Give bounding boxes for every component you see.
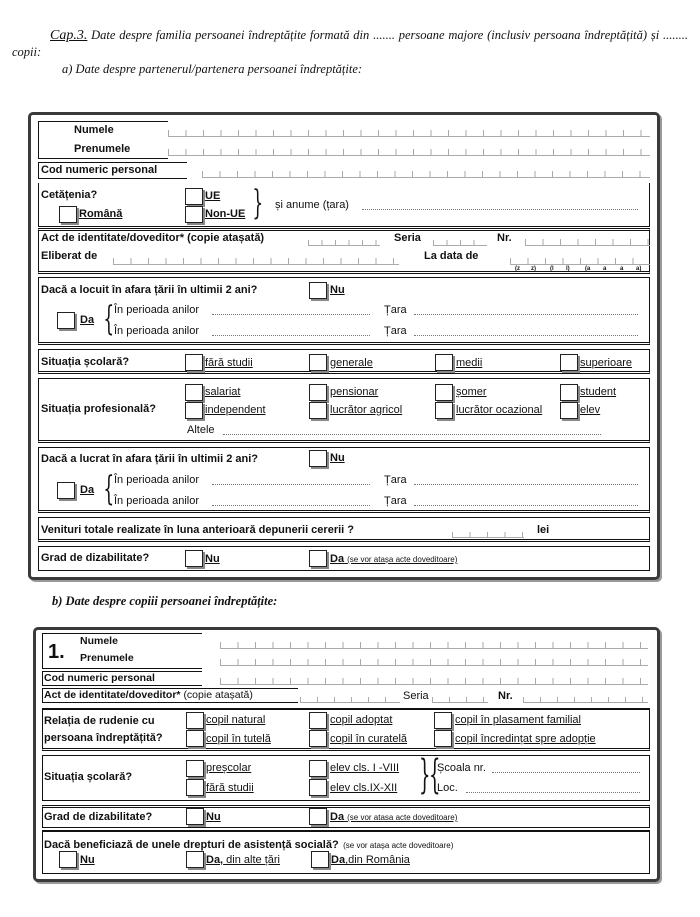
child-loc-label: Loc. — [437, 782, 458, 794]
child-edu-primary-label: elev cls. I -VIII — [330, 762, 400, 774]
partner-income-label: Venituri totale realizate în luna anterioară depunerii cererii ? — [41, 524, 354, 536]
partner-worked-country-1-label: Țara — [384, 474, 407, 486]
child-assist-romania-label — [331, 854, 410, 866]
date-format-day-1: (z — [515, 266, 520, 272]
child-rel-plasament-checkbox[interactable] — [434, 712, 452, 729]
child-assist-abroad-da: Da, — [206, 854, 224, 866]
partner-job-agricol-label: lucrător agricol — [330, 404, 403, 416]
partner-education-medium-checkbox[interactable] — [435, 354, 453, 371]
partner-disability-da-note: (se vor atașa acte doveditoare) — [347, 555, 458, 564]
partner-la-data-label: La data de — [424, 250, 479, 262]
partner-prenumele-label: Prenumele — [74, 143, 131, 155]
partner-worked-country-1-input[interactable] — [414, 475, 638, 485]
partner-id-label: Act de identitate/doveditor* (copie atașată) — [41, 232, 265, 244]
child-social-assistance-note: (se vor atașa acte doveditoare) — [343, 841, 454, 850]
partner-country-label: și anume (țara) — [275, 199, 349, 211]
partner-disability-nu-label: Nu — [205, 553, 220, 565]
partner-disability-label: Grad de dizabilitate? — [41, 552, 150, 564]
partner-worked-period-1-label: În perioada anilor — [114, 474, 200, 486]
partner-education-label: Situația școlară? — [41, 356, 130, 368]
child-edu-prescolar-label: preșcolar — [206, 762, 252, 774]
child-disability-label: Grad de dizabilitate? — [44, 811, 153, 823]
child-prenumele-label: Prenumele — [80, 652, 134, 664]
child-id-label-note: (copie atașată) — [183, 689, 253, 701]
date-format-year-3: a — [620, 266, 624, 272]
partner-education-medium-label: medii — [456, 357, 483, 369]
child-rel-adoptie-label: copil încredințat spre adopție — [455, 733, 596, 745]
partner-nr-input[interactable] — [525, 237, 650, 246]
chapter-intro — [12, 27, 688, 60]
partner-worked-abroad-nu-label: Nu — [330, 452, 345, 464]
chapter-number: Cap.3. — [50, 28, 88, 43]
partner-worked-period-2-label: În perioada anilor — [114, 495, 200, 507]
child-disability-nu-label: Nu — [206, 811, 221, 823]
partner-job-student-checkbox[interactable] — [560, 384, 578, 401]
partner-citizenship-romana-checkbox[interactable] — [59, 206, 77, 223]
partner-job-elev-checkbox[interactable] — [560, 402, 578, 419]
partner-lived-country-1-input[interactable] — [414, 305, 638, 315]
partner-citizenship-romana-label: Română — [79, 208, 123, 220]
child-rel-plasament-label: copil în plasament familial — [455, 714, 581, 726]
partner-job-ocazional-checkbox[interactable] — [435, 402, 453, 419]
partner-worked-period-2-input[interactable] — [212, 496, 370, 506]
child-rel-curatela-checkbox[interactable] — [309, 730, 327, 747]
worked-abroad-brace-icon: { — [103, 469, 115, 509]
date-format-year-4: a) — [636, 266, 642, 272]
partner-job-other-input[interactable] — [223, 425, 601, 435]
citizenship-brace-icon: } — [252, 183, 264, 223]
child-edu-none-label: fără studii — [206, 782, 254, 794]
partner-lived-period-1-input[interactable] — [212, 305, 370, 315]
partner-lived-period-2-label: În perioada anilor — [114, 325, 200, 337]
partner-job-student-label: student — [580, 386, 617, 398]
education-brace-open-icon: { — [428, 752, 441, 798]
partner-job-salariat-label: salariat — [205, 386, 241, 398]
partner-numele-label: Numele — [74, 124, 114, 136]
partner-citizenship-nonue-label: Non-UE — [205, 208, 246, 220]
partner-lived-abroad-da-label: Da — [80, 314, 95, 326]
partner-disability-da-text: Da — [330, 553, 345, 565]
date-format-year-1: (a — [585, 266, 591, 272]
partner-job-somer-label: șomer — [456, 386, 487, 398]
child-education-label: Situația școlară? — [44, 771, 133, 783]
lived-abroad-brace-icon: { — [103, 299, 115, 339]
partner-citizenship-ue-label: UE — [205, 190, 221, 202]
child-disability-da-checkbox[interactable] — [309, 808, 327, 825]
partner-citizenship-ue-checkbox[interactable] — [185, 188, 203, 205]
partner-prenumele-input[interactable] — [168, 147, 650, 156]
child-disability-nu-checkbox[interactable] — [186, 808, 204, 825]
partner-cnp-input[interactable] — [202, 169, 650, 178]
partner-education-general-checkbox[interactable] — [309, 354, 327, 371]
child-numele-input[interactable] — [220, 640, 648, 649]
partner-lived-abroad-nu-checkbox[interactable] — [309, 282, 327, 299]
partner-job-pensionar-label: pensionar — [330, 386, 379, 398]
partner-worked-period-1-input[interactable] — [212, 475, 370, 485]
child-rel-adoptat-label: copil adoptat — [330, 714, 393, 726]
date-format-day-2: z) — [531, 266, 536, 272]
partner-lived-country-2-label: Țara — [384, 325, 407, 337]
date-format-month-2: l) — [566, 266, 570, 272]
child-relationship-label-1: Relația de rudenie cu — [44, 715, 155, 727]
child-assist-romania-text: ,din România — [345, 854, 410, 866]
section-a-title: a) Date despre partenerul/partenera persoanei îndreptățite: — [62, 62, 363, 76]
child-disability-da-text: Da — [330, 811, 345, 823]
partner-lived-period-2-input[interactable] — [212, 326, 370, 336]
partner-worked-country-2-label: Țara — [384, 495, 407, 507]
date-format-year-2: a — [603, 266, 607, 272]
partner-professional-label: Situația profesională? — [41, 403, 156, 415]
partner-lived-abroad-da-checkbox[interactable] — [57, 312, 75, 329]
partner-job-elev-label: elev — [580, 404, 601, 416]
partner-worked-abroad-da-label: Da — [80, 484, 95, 496]
partner-job-agricol-checkbox[interactable] — [309, 402, 327, 419]
child-assist-romania-checkbox[interactable] — [311, 851, 329, 868]
partner-job-pensionar-checkbox[interactable] — [309, 384, 327, 401]
partner-job-ocazional-label: lucrător ocazional — [456, 404, 543, 416]
partner-education-higher-label: superioare — [580, 357, 632, 369]
child-relationship-label-2: persoana îndreptățită? — [44, 732, 163, 744]
partner-seria-label: Seria — [394, 232, 421, 244]
child-rel-curatela-label: copil în curatelă — [330, 733, 408, 745]
partner-numele-input[interactable] — [168, 128, 650, 137]
chapter-intro-text: Date despre familia persoanei îndreptățite formată din ....... persoane majore (inclusiv persoana îndreptățită) și ........ copii: — [12, 28, 688, 59]
partner-citizenship-label: Cetățenia? — [41, 189, 98, 201]
child-rel-adoptat-checkbox[interactable] — [309, 712, 327, 729]
child-edu-prescolar-checkbox[interactable] — [186, 760, 204, 777]
child-edu-secondary-label: elev cls.IX-XII — [330, 782, 398, 794]
partner-education-higher-checkbox[interactable] — [560, 354, 578, 371]
child-id-label-bold: Act de identitate/doveditor* — [44, 689, 181, 701]
partner-disability-da-checkbox[interactable] — [309, 550, 327, 567]
partner-cnp-label: Cod numeric personal — [41, 164, 158, 176]
partner-date-input[interactable] — [510, 256, 650, 265]
partner-eliberat-input[interactable] — [113, 256, 399, 265]
child-nr-input[interactable] — [523, 694, 648, 703]
partner-job-other-label: Altele — [187, 424, 215, 436]
child-edu-secondary-checkbox[interactable] — [309, 779, 327, 796]
child-assist-nu-label: Nu — [80, 854, 95, 866]
partner-education-none-label: fără studii — [205, 357, 253, 369]
child-assist-nu-checkbox[interactable] — [59, 851, 77, 868]
child-edu-primary-checkbox[interactable] — [309, 760, 327, 777]
partner-seria-input[interactable] — [433, 237, 487, 246]
child-social-assistance-question-row — [44, 835, 453, 853]
partner-education-none-checkbox[interactable] — [185, 354, 203, 371]
partner-income-input[interactable] — [452, 529, 524, 538]
partner-job-somer-checkbox[interactable] — [435, 384, 453, 401]
partner-worked-country-2-input[interactable] — [414, 496, 638, 506]
child-assist-abroad-checkbox[interactable] — [186, 851, 204, 868]
child-rel-natural-checkbox[interactable] — [186, 712, 204, 729]
child-prenumele-input[interactable] — [220, 657, 648, 666]
child-assist-romania-da: Da — [331, 854, 346, 866]
partner-job-independent-label: independent — [205, 404, 266, 416]
child-numele-label: Numele — [80, 635, 118, 647]
child-assist-abroad-label — [206, 854, 280, 866]
partner-disability-nu-checkbox[interactable] — [185, 550, 203, 567]
child-id-label — [44, 689, 253, 701]
partner-lived-period-1-label: În perioada anilor — [114, 304, 200, 316]
partner-id-type-input[interactable] — [308, 237, 380, 246]
partner-job-independent-checkbox[interactable] — [185, 402, 203, 419]
child-social-assistance-question: Dacă beneficiază de unele drepturi de asistență socială? — [44, 839, 339, 851]
child-disability-da-label — [330, 811, 457, 823]
partner-worked-abroad-question: Dacă a lucrat în afara țării în ultimii 2 ani? — [41, 453, 259, 465]
child-rel-natural-label: copil natural — [206, 714, 266, 726]
child-id-type-input[interactable] — [300, 694, 400, 703]
child-edu-none-checkbox[interactable] — [186, 779, 204, 796]
child-cnp-input[interactable] — [220, 676, 648, 685]
date-format-month-1: (l — [550, 266, 554, 272]
partner-job-salariat-checkbox[interactable] — [185, 384, 203, 401]
child-school-nr-label: Școala nr. — [437, 762, 486, 774]
partner-lived-country-1-label: Țara — [384, 304, 407, 316]
child-cnp-label: Cod numeric personal — [44, 672, 155, 684]
partner-disability-da-label — [330, 553, 457, 565]
child-rel-tutela-label: copil în tutelă — [206, 733, 271, 745]
partner-worked-abroad-nu-checkbox[interactable] — [309, 450, 327, 467]
child-rel-adoptie-checkbox[interactable] — [434, 730, 452, 747]
partner-lived-abroad-question: Dacă a locuit în afara țării în ultimii 2 ani? — [41, 284, 258, 296]
child-rel-tutela-checkbox[interactable] — [186, 730, 204, 747]
partner-education-general-label: generale — [330, 357, 373, 369]
partner-country-input[interactable] — [362, 200, 638, 210]
child-seria-label: Seria — [403, 690, 429, 702]
partner-eliberat-label: Eliberat de — [41, 250, 98, 262]
child-disability-da-note: (se vor atasa acte doveditoare) — [347, 813, 458, 822]
partner-lived-abroad-nu-label: Nu — [330, 284, 345, 296]
partner-lived-country-2-input[interactable] — [414, 326, 638, 336]
child-loc-input[interactable] — [466, 783, 640, 793]
child-school-nr-input[interactable] — [492, 763, 640, 773]
child-index: 1. — [48, 641, 65, 663]
partner-citizenship-nonue-checkbox[interactable] — [185, 206, 203, 223]
child-assist-abroad-text: din alte țări — [223, 854, 280, 866]
partner-nr-label: Nr. — [497, 232, 512, 244]
partner-income-unit: lei — [537, 524, 550, 536]
education-brace-close-icon: } — [418, 752, 431, 798]
child-nr-label: Nr. — [498, 690, 513, 702]
section-b-title: b) Date despre copiii persoanei îndreptățite: — [52, 594, 278, 608]
partner-worked-abroad-da-checkbox[interactable] — [57, 482, 75, 499]
child-seria-input[interactable] — [432, 694, 488, 703]
